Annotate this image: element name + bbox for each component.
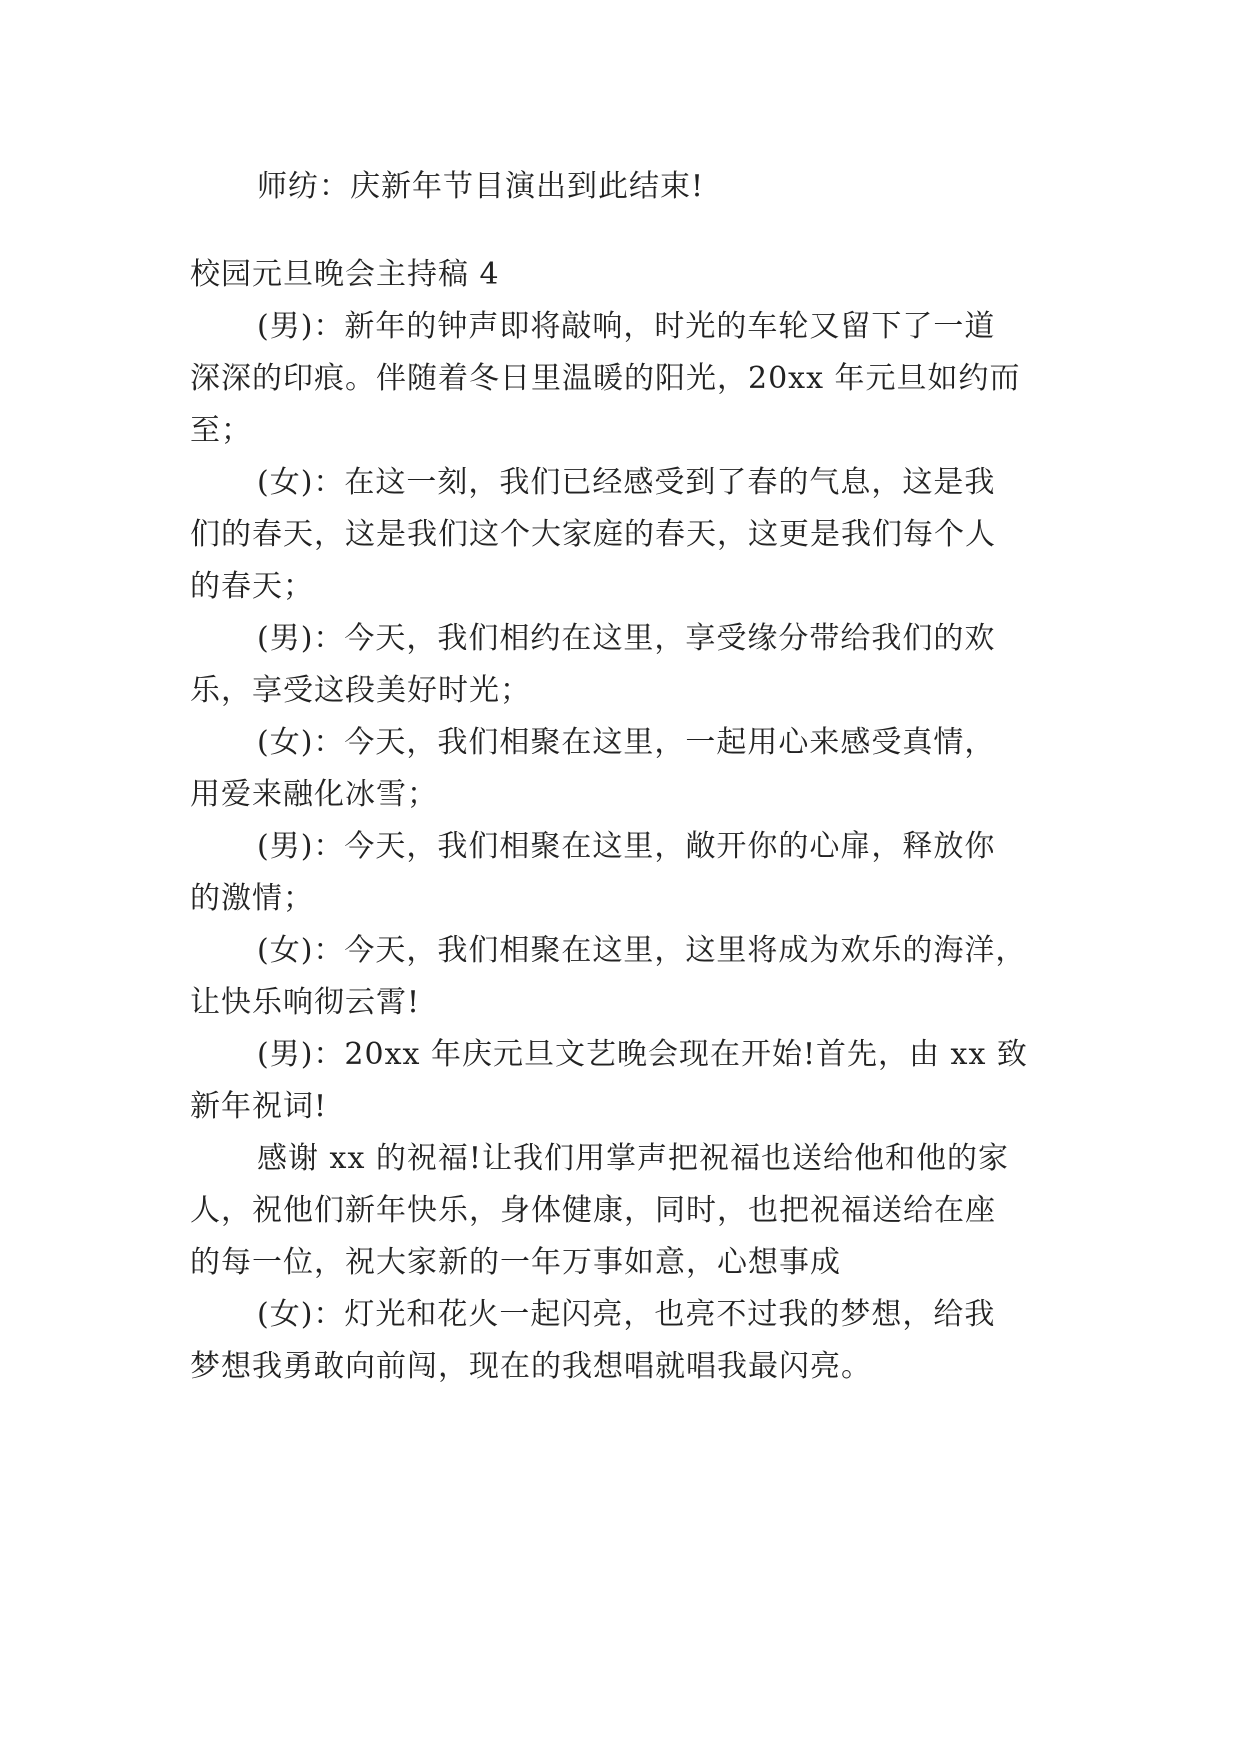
paragraph-line: 让快乐响彻云霄! bbox=[190, 985, 421, 1020]
paragraph-line: 至； bbox=[190, 413, 252, 448]
paragraph-line: (男)：今天，我们相约在这里，享受缘分带给我们的欢 bbox=[257, 621, 996, 656]
paragraph-line: (女)：灯光和花火一起闪亮，也亮不过我的梦想，给我 bbox=[257, 1297, 996, 1332]
paragraph-line: 的春天； bbox=[190, 569, 314, 604]
paragraph-line: (男)：今天，我们相聚在这里，敞开你的心扉，释放你 bbox=[257, 829, 996, 864]
paragraph-line: (女)：今天，我们相聚在这里，这里将成为欢乐的海洋， bbox=[257, 933, 1027, 968]
paragraph-line: 用爱来融化冰雪； bbox=[190, 777, 438, 812]
paragraph-line: (女)：今天，我们相聚在这里，一起用心来感受真情， bbox=[257, 725, 996, 760]
paragraph-line: 们的春天，这是我们这个大家庭的春天，这更是我们每个人 bbox=[190, 517, 996, 552]
paragraph-line: 梦想我勇敢向前闯，现在的我想唱就唱我最闪亮。 bbox=[190, 1349, 872, 1384]
paragraph-line: 乐，享受这段美好时光； bbox=[190, 673, 531, 708]
paragraph-line: (男)：20xx 年庆元旦文艺晚会现在开始!首先，由 xx 致 bbox=[257, 1037, 1028, 1072]
paragraph-line: 的激情； bbox=[190, 881, 314, 916]
paragraph-line: (男)：新年的钟声即将敲响，时光的车轮又留下了一道 bbox=[257, 309, 996, 344]
paragraph-line: 的每一位，祝大家新的一年万事如意，心想事成 bbox=[190, 1245, 841, 1280]
paragraph-line: 人，祝他们新年快乐，身体健康，同时，也把祝福送给在座 bbox=[190, 1193, 996, 1228]
paragraph-line: 深深的印痕。伴随着冬日里温暖的阳光，20xx 年元旦如约而 bbox=[190, 361, 1021, 396]
paragraph-line: (女)：在这一刻，我们已经感受到了春的气息，这是我 bbox=[257, 465, 996, 500]
section-title: 校园元旦晚会主持稿 4 bbox=[190, 257, 500, 292]
paragraph-line: 新年祝词! bbox=[190, 1089, 328, 1124]
closing-line: 师纺：庆新年节目演出到此结束! bbox=[257, 169, 705, 204]
paragraph-line: 感谢 xx 的祝福!让我们用掌声把祝福也送给他和他的家 bbox=[257, 1141, 1009, 1176]
